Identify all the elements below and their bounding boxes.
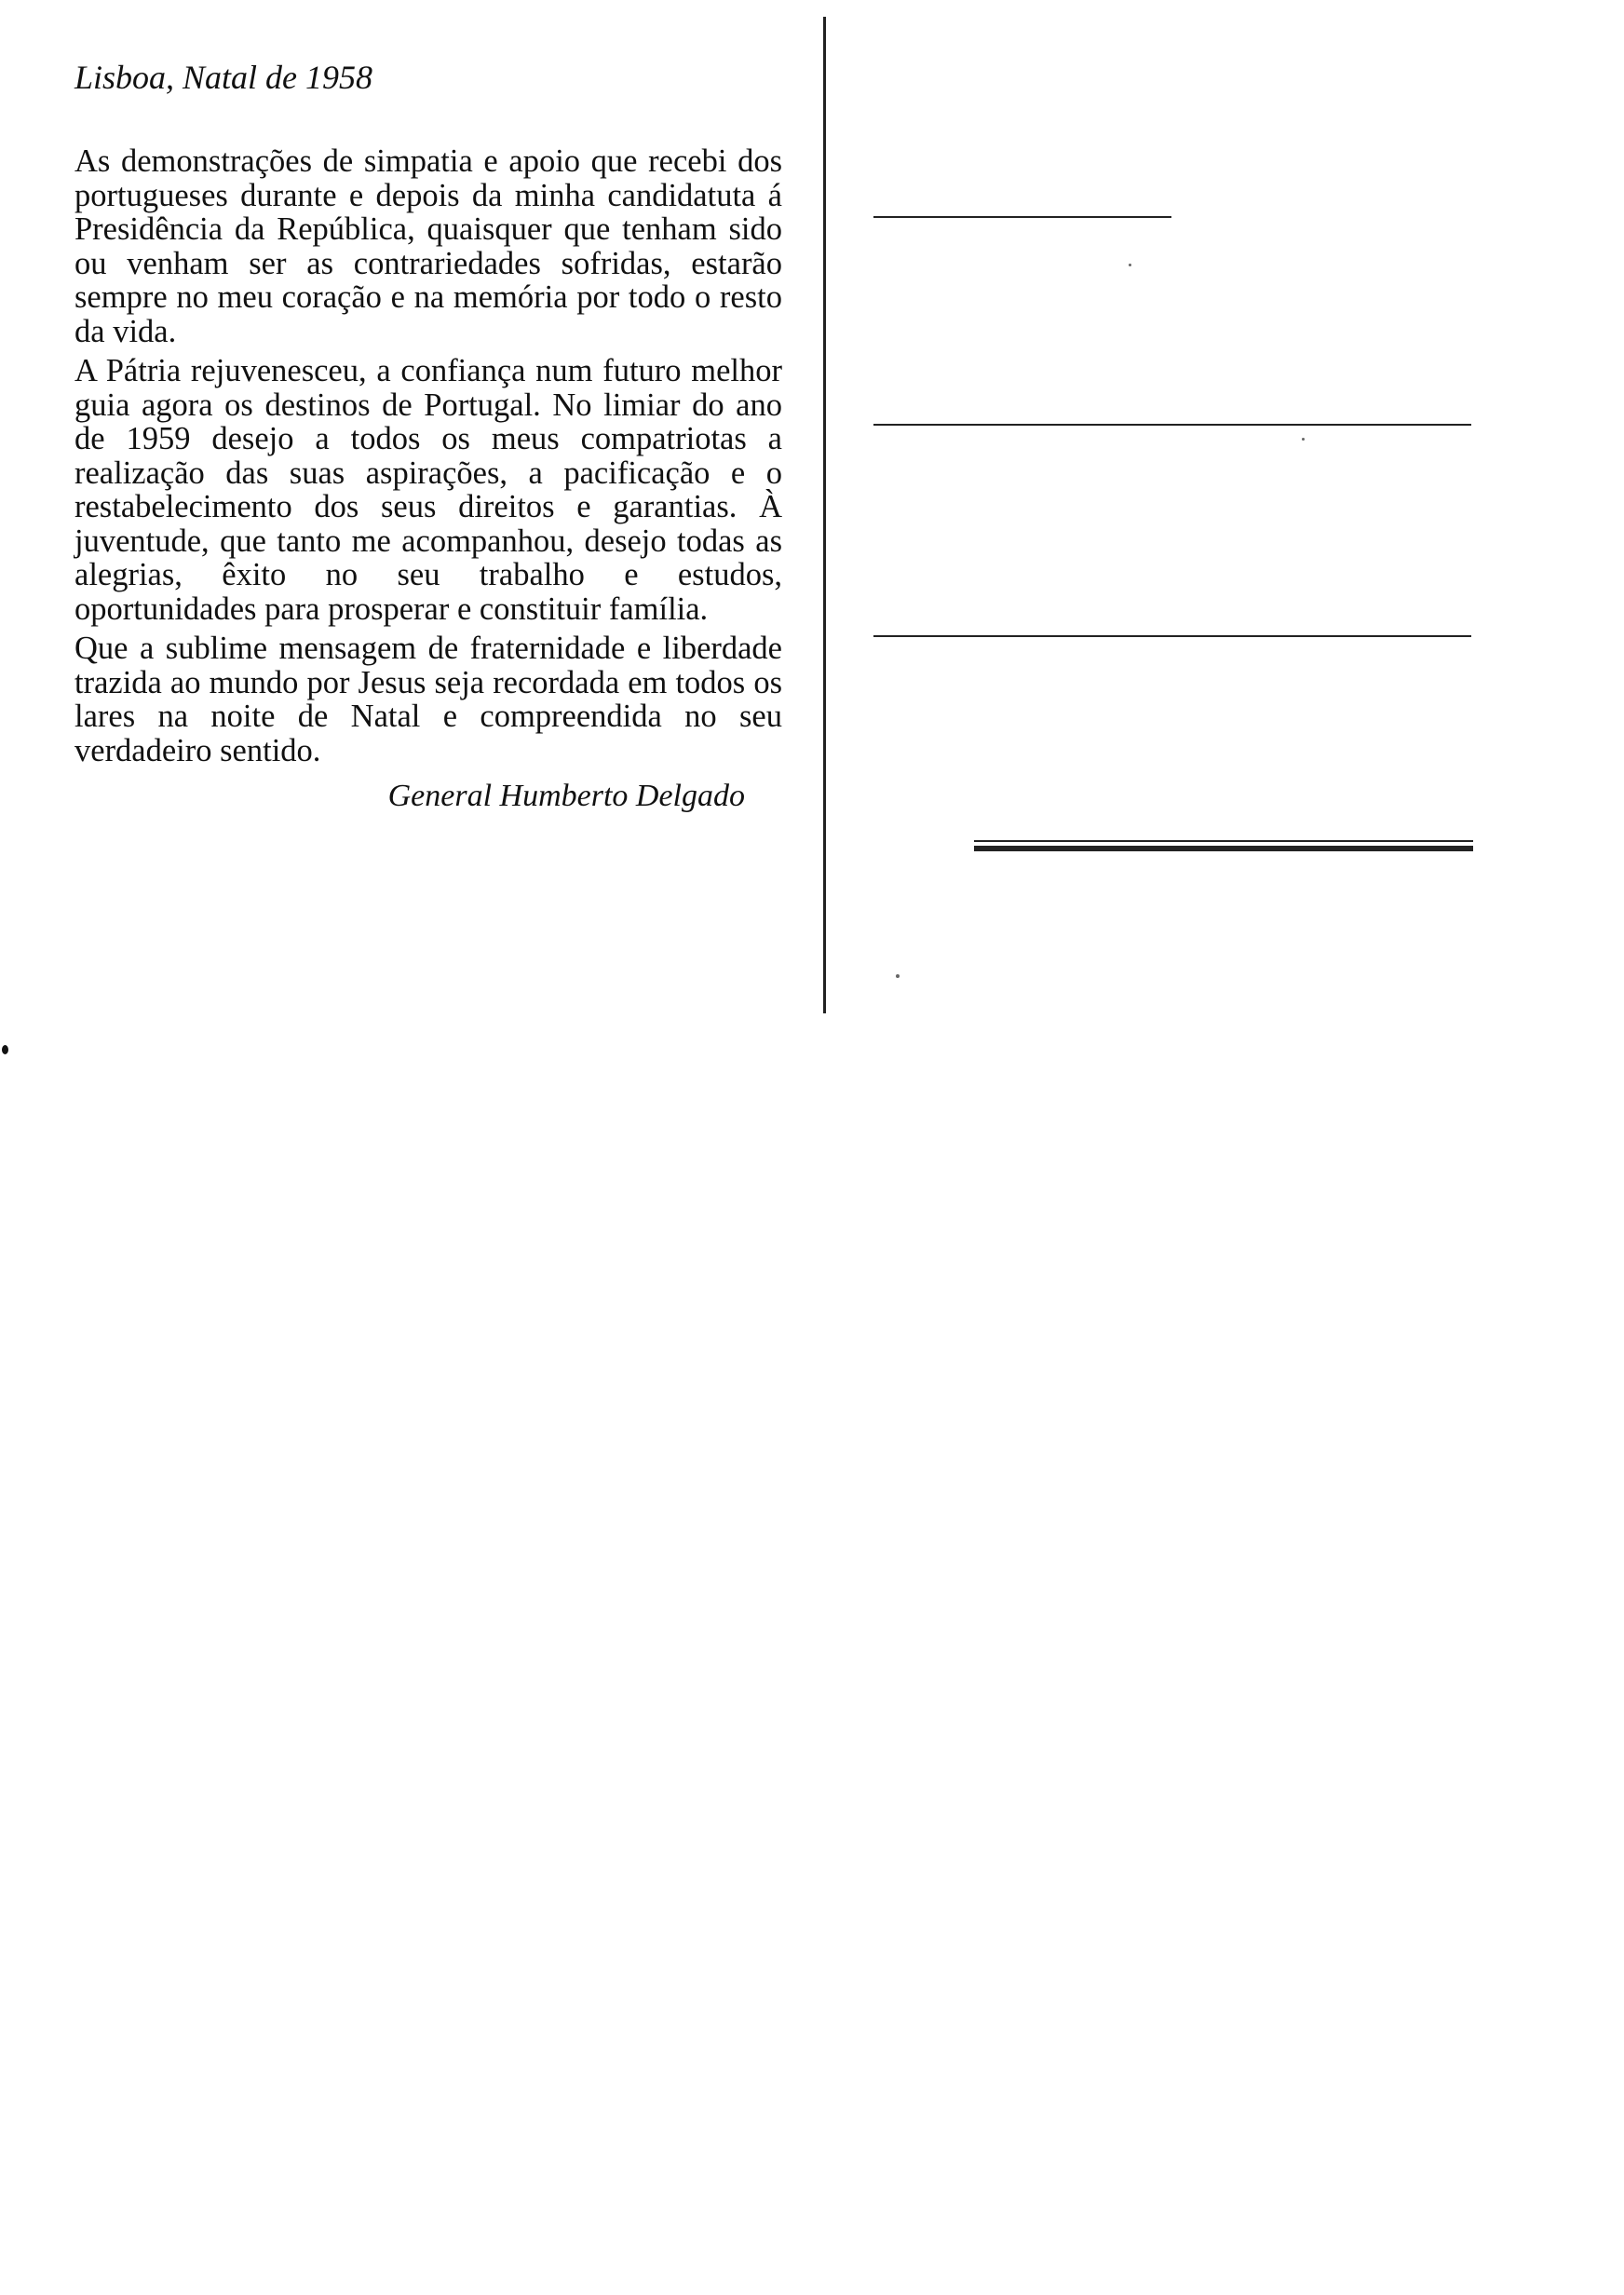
speck-mark [896, 974, 900, 978]
address-line-2 [873, 424, 1471, 426]
dateline: Lisboa, Natal de 1958 [74, 59, 373, 96]
paragraph-3: Que a sublime mensagem de fraternidade e liberdade trazida ao mundo por Jesus seja recordada em todos os lares na noite de Natal e compreendida no seu verdadeiro sentido. [74, 631, 782, 768]
speck-mark [1302, 438, 1305, 441]
paragraph-2: A Pátria rejuvenesceu, a confiança num futuro melhor guia agora os destinos de Portugal. No limiar do ano de 1959 desejo a todos os meus compatriotas a realização das suas aspirações, a pacificação e o restabelecimento dos seus direitos e garantias. À juventude, que tanto me acompanhou, desejo todas as alegrias, êxito no seu trabalho e estudos, oportunidades para prosperar e constituir família. [74, 353, 782, 627]
signature: General Humberto Delgado [387, 779, 745, 814]
address-line-1 [873, 216, 1171, 218]
speck-mark [2, 1045, 8, 1054]
address-double-line [974, 840, 1473, 851]
message-column [74, 47, 782, 814]
center-divider [823, 17, 826, 1013]
speck-mark [1129, 264, 1131, 266]
address-line-3 [873, 635, 1471, 637]
paragraph-1: As demonstrações de simpatia e apoio que recebi dos portugueses durante e depois da minha candidatuta á Presidência da República, quaisquer que tenham sido ou venham ser as contrariedades sofridas, estarão sempre no meu coração e na memória por todo o resto da vida. [74, 143, 782, 349]
